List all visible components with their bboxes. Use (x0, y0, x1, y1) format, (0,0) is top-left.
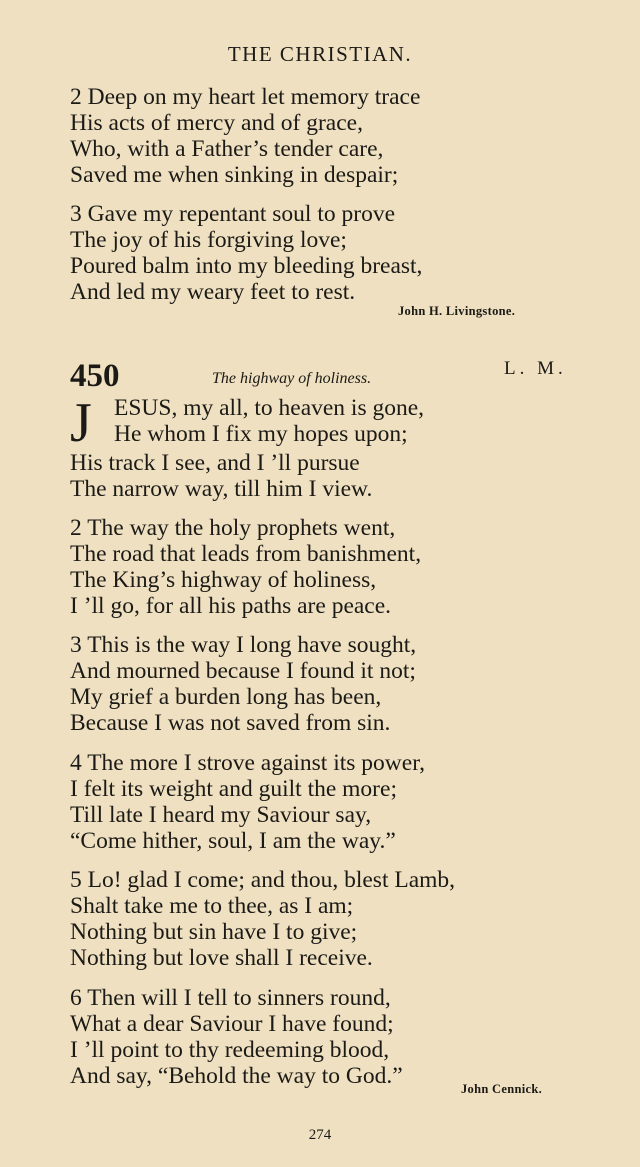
page-number: 274 (308, 1127, 332, 1143)
drop-cap: J (70, 392, 92, 454)
stanza-line: “Come hither, soul, I am the way.” (70, 828, 396, 854)
stanza-line: The narrow way, till him I view. (70, 476, 373, 502)
stanza-line: I felt its weight and guilt the more; (70, 776, 397, 802)
stanza-line: What a dear Saviour I have found; (70, 1011, 394, 1037)
hymn-meter: L. M. (504, 358, 567, 379)
stanza-line: 5 Lo! glad I come; and thou, blest Lamb, (70, 867, 456, 893)
stanza-line: 4 The more I strove against its power, (70, 750, 425, 776)
stanza-line: The joy of his forgiving love; (70, 227, 347, 253)
stanza-line: 2 Deep on my heart let memory trace (70, 84, 421, 110)
author-credit: John Cennick. (461, 1082, 543, 1096)
stanza-line: Till late I heard my Saviour say, (70, 802, 372, 828)
stanza-line: Poured balm into my bleeding breast, (70, 253, 423, 279)
running-head: THE CHRISTIAN. (227, 42, 413, 66)
stanza-line: The road that leads from banishment, (70, 541, 422, 567)
stanza-line: 3 Gave my repentant soul to prove (70, 201, 395, 227)
stanza-line: Who, with a Father’s tender care, (70, 136, 384, 162)
stanza-line: 3 This is the way I long have sought, (70, 632, 417, 658)
stanza-line: Nothing but love shall I receive. (70, 945, 373, 971)
hymn-title: The highway of holiness. (212, 370, 372, 387)
stanza-line: And led my weary feet to rest. (70, 279, 356, 305)
stanza-line: Shalt take me to thee, as I am; (70, 893, 354, 919)
hymn-number: 450 (70, 358, 120, 394)
stanza-line: Nothing but sin have I to give; (70, 919, 358, 945)
stanza-line: 6 Then will I tell to sinners round, (70, 985, 391, 1011)
author-credit: John H. Livingstone. (398, 304, 516, 318)
stanza-line: I ’ll go, for all his paths are peace. (70, 593, 392, 619)
stanza-line: His track I see, and I ’ll pursue (70, 450, 360, 476)
stanza-line: He whom I fix my hopes upon; (114, 421, 408, 447)
stanza-line: Saved me when sinking in despair; (70, 162, 399, 188)
stanza-line: And mourned because I found it not; (70, 658, 416, 684)
stanza-line: And say, “Behold the way to God.” (70, 1063, 403, 1089)
stanza-line: The King’s highway of holiness, (70, 567, 377, 593)
stanza-line: 2 The way the holy prophets went, (70, 515, 396, 541)
stanza-line: His acts of mercy and of grace, (70, 110, 363, 136)
stanza-line: My grief a burden long has been, (70, 684, 382, 710)
stanza-line: I ’ll point to thy redeeming blood, (70, 1037, 390, 1063)
stanza-line: ESUS, my all, to heaven is gone, (114, 395, 425, 421)
stanza-line: Because I was not saved from sin. (70, 710, 391, 736)
